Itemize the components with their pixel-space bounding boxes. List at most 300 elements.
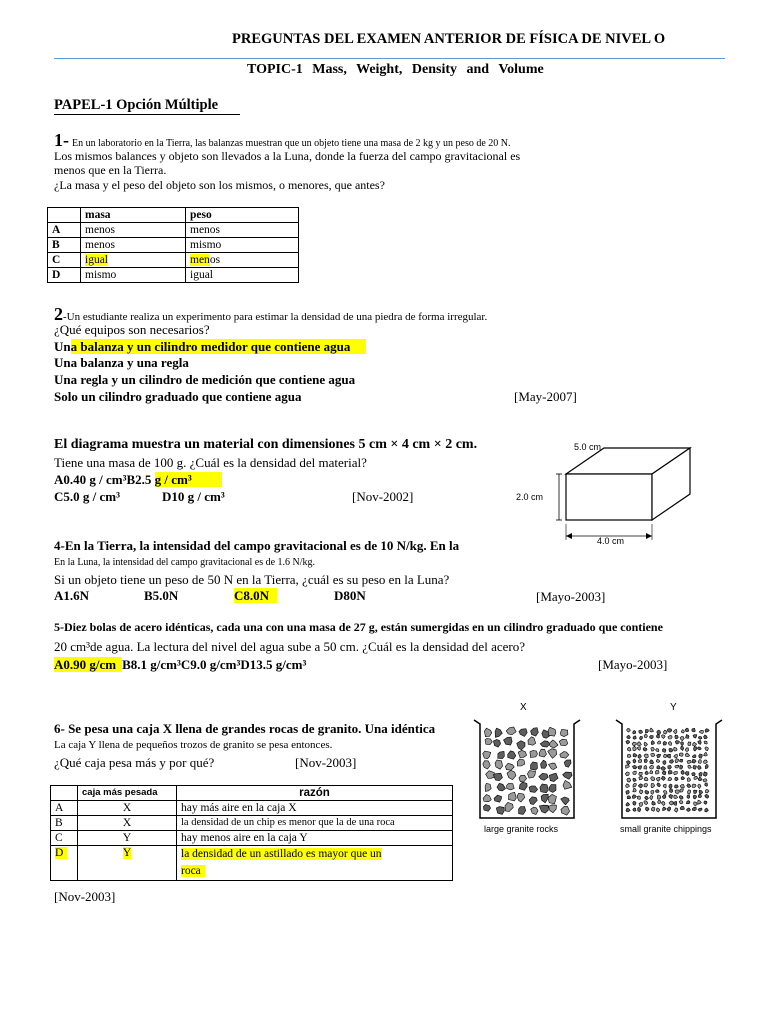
rock-shape	[645, 729, 648, 733]
q2-option-c: Una regla y un cilindro de medición que contiene agua	[54, 372, 356, 387]
rock-shape	[560, 752, 569, 759]
rock-shape	[559, 739, 568, 745]
rock-shape	[693, 790, 697, 793]
q6-date-2: [Nov-2003]	[54, 889, 116, 904]
rock-shape	[652, 801, 656, 805]
rock-shape	[693, 765, 697, 769]
rock-shape	[675, 765, 679, 768]
table-cell	[177, 846, 453, 881]
rock-shape	[561, 797, 570, 805]
table-cell: mismo	[186, 238, 299, 253]
rock-shape	[496, 807, 504, 815]
q2-option-a-pre: Un	[54, 339, 71, 354]
rock-shape	[626, 791, 630, 795]
rock-shape	[698, 766, 702, 770]
table-cell: A	[48, 223, 81, 238]
rock-shape	[655, 790, 659, 793]
q3-option-c: C5.0 g / cm³	[54, 489, 120, 504]
rock-shape	[680, 789, 684, 792]
rock-shape	[668, 741, 672, 745]
table-cell: X	[78, 816, 177, 831]
q2-date: [May-2007]	[514, 389, 577, 404]
rock-shape	[694, 747, 697, 751]
rock-shape	[633, 778, 636, 781]
rock-shape	[649, 735, 653, 738]
rock-shape	[698, 760, 701, 764]
rock-shape	[705, 789, 709, 793]
rock-shape	[688, 742, 691, 746]
rock-shape	[673, 802, 677, 806]
rock-shape	[670, 789, 673, 793]
rock-shape	[663, 761, 666, 765]
q3-line2: Tiene una masa de 100 g. ¿Cuál es la densidad del material?	[54, 455, 367, 470]
rock-shape	[627, 747, 631, 751]
rock-shape	[694, 776, 698, 779]
rock-shape	[650, 760, 654, 764]
rock-shape	[681, 742, 684, 746]
rock-shape	[663, 807, 667, 811]
table-header-peso: peso	[186, 208, 299, 223]
q2-option-a	[54, 339, 366, 355]
rock-shape	[519, 775, 527, 782]
table-cell: menos	[81, 223, 186, 238]
document-title: PREGUNTAS DEL EXAMEN ANTERIOR DE FÍSICA DE NIVEL O	[232, 31, 666, 47]
rock-shape	[651, 807, 655, 811]
rock-shape	[663, 754, 667, 757]
rectangular-block-diagram	[512, 438, 722, 550]
rock-shape	[662, 801, 666, 805]
rock-shape	[633, 753, 637, 757]
rock-shape	[644, 765, 647, 769]
dim-label-top: 5.0 cm	[574, 442, 602, 452]
q1-table	[47, 207, 299, 283]
rock-shape	[674, 795, 678, 799]
rock-shape	[688, 790, 691, 794]
q4-option-a: A1.6N	[54, 588, 90, 603]
rock-shape	[508, 751, 516, 759]
rock-shape	[685, 772, 689, 776]
table-cell	[51, 846, 78, 881]
q6-line3: ¿Qué caja pesa más y por qué?	[54, 755, 215, 770]
rock-shape	[517, 793, 525, 802]
rock-shape	[625, 772, 629, 776]
rock-shape	[663, 741, 667, 745]
rock-shape	[693, 742, 697, 746]
rock-shape	[644, 759, 647, 763]
table-row	[48, 223, 299, 238]
rock-shape	[698, 800, 702, 804]
rock-shape	[483, 805, 490, 812]
q2-option-b: Una balanza y una regla	[54, 355, 189, 370]
rock-shape	[681, 777, 685, 780]
rock-shape	[686, 735, 690, 739]
rock-shape	[493, 740, 500, 748]
rock-shape	[704, 753, 708, 756]
rock-shape	[498, 751, 505, 758]
q5-line1: 5-Diez bolas de acero idénticas, cada una con una masa de 27 g, están sumergidas en un cilindro graduado que contiene	[54, 620, 663, 634]
q6-line2: La caja Y llena de pequeños trozos de granito se pesa entonces.	[54, 739, 333, 751]
rock-shape	[638, 784, 642, 788]
table-cell: mismo	[81, 268, 186, 283]
rock-shape	[651, 747, 655, 751]
q5-options-rest: B8.1 g/cm³C9.0 g/cm³D13.5 g/cm³	[122, 657, 307, 672]
rock-shape	[698, 741, 702, 745]
table-cell-rest: os	[209, 254, 221, 266]
rock-shape	[529, 797, 537, 805]
rock-shape	[673, 730, 677, 734]
rock-shape	[539, 805, 548, 813]
table-header-row	[51, 786, 453, 801]
rock-shape	[688, 765, 692, 768]
rock-shape	[662, 749, 666, 753]
table-cell: Y	[78, 831, 177, 846]
rock-shape	[663, 790, 667, 794]
rock-shape	[530, 750, 538, 757]
rock-shape	[643, 748, 647, 752]
rock-shape	[644, 742, 648, 746]
q3-line1: El diagrama muestra un material con dimensiones 5 cm × 4 cm × 2 cm.	[54, 437, 478, 452]
rock-shape	[484, 728, 491, 737]
rock-shape	[674, 771, 678, 774]
table-cell: hay más aire en la caja X	[177, 801, 453, 816]
arrowhead	[646, 533, 652, 539]
rock-shape	[651, 784, 655, 788]
rock-shape	[507, 784, 515, 790]
rock-shape	[507, 770, 516, 779]
rock-shape	[675, 790, 679, 794]
rock-shape	[679, 796, 683, 800]
paper-underline	[54, 114, 240, 115]
rock-shape	[687, 760, 692, 763]
q1-line3: menos que en la Tierra.	[54, 163, 167, 177]
rock-shape	[657, 730, 661, 734]
answer-highlight: igual	[85, 254, 108, 266]
rock-shape	[517, 741, 525, 750]
rock-shape	[674, 747, 678, 751]
table-row	[51, 801, 453, 816]
rock-shape	[698, 794, 701, 798]
rock-shape	[639, 776, 643, 780]
rock-shape	[626, 765, 630, 768]
rock-shape	[705, 808, 709, 812]
rock-shape	[704, 801, 707, 805]
block-front-face	[566, 474, 652, 520]
rock-shape	[661, 767, 666, 771]
rock-shape	[698, 736, 702, 739]
rock-shape	[687, 784, 691, 788]
rock-shape	[483, 761, 491, 769]
rock-shape	[518, 750, 526, 757]
q1-number: 1-	[54, 130, 69, 150]
rock-shape	[686, 808, 690, 811]
rock-shape	[633, 808, 636, 811]
rock-shape	[644, 784, 648, 788]
rock-shape	[661, 776, 665, 780]
rock-shape	[650, 795, 653, 799]
q1-line4: ¿La masa y el peso del objeto son los mismos, o menores, que antes?	[54, 178, 385, 192]
rock-shape	[675, 741, 679, 745]
rock-shape	[705, 747, 709, 751]
rock-shape	[669, 784, 672, 789]
rock-shape	[548, 749, 557, 759]
rock-shape	[667, 728, 672, 732]
rock-shape	[669, 801, 673, 805]
rock-shape	[548, 794, 557, 803]
rock-shape	[681, 730, 684, 734]
rock-shape	[651, 753, 655, 756]
rock-shape	[539, 773, 548, 780]
rock-shape	[692, 807, 696, 811]
rock-shape	[705, 794, 709, 798]
rock-shape	[633, 801, 636, 805]
box-y-label: Y	[670, 702, 677, 713]
rock-shape	[656, 808, 660, 812]
answer-highlight: roca	[181, 865, 205, 877]
rock-shape	[680, 765, 683, 769]
rock-shape	[541, 760, 547, 768]
answer-highlight: g / cm³	[155, 472, 222, 487]
q3-date: [Nov-2002]	[352, 489, 414, 504]
rock-shape	[692, 784, 696, 787]
rock-shape	[686, 801, 689, 804]
q4-line2: En la Luna, la intensidad del campo gravitacional es de 1.6 N/kg.	[54, 557, 316, 568]
rock-shape	[541, 794, 548, 803]
rock-shape	[651, 777, 655, 781]
rock-shape	[657, 766, 660, 769]
rock-shape	[548, 727, 556, 736]
rock-shape	[517, 759, 525, 766]
table-cell	[186, 253, 299, 268]
q6-line1: 6- Se pesa una caja X llena de grandes rocas de granito. Una idéntica	[54, 721, 436, 736]
rock-shape	[669, 795, 673, 799]
rock-shape	[633, 771, 637, 775]
table-header-caja: caja más pesada	[78, 786, 177, 801]
rock-shape	[627, 778, 631, 782]
rock-shape	[549, 763, 557, 769]
table-header-masa: masa	[81, 208, 186, 223]
rock-shape	[485, 783, 491, 791]
rock-shape	[638, 766, 642, 770]
rock-shape	[531, 728, 539, 736]
rock-shape	[639, 730, 643, 733]
small-granite-chippings	[625, 728, 709, 812]
rock-shape	[687, 778, 691, 782]
rock-shape	[627, 761, 631, 765]
rock-shape	[692, 755, 696, 758]
rock-shape	[637, 796, 641, 799]
table-header-row	[48, 208, 299, 223]
rock-shape	[667, 807, 671, 811]
rock-shape	[685, 748, 688, 752]
q4-line1: 4-En la Tierra, la intensidad del campo gravitacional es de 10 N/kg. En la	[54, 538, 460, 553]
rock-shape	[563, 780, 572, 789]
table-row	[51, 816, 453, 831]
rock-shape	[662, 794, 666, 798]
rock-shape	[483, 751, 491, 759]
rock-shape	[539, 749, 546, 757]
rock-shape	[540, 784, 549, 793]
rock-shape	[655, 770, 659, 774]
rock-shape	[658, 800, 662, 804]
rock-shape	[704, 735, 708, 739]
rock-shape	[531, 807, 538, 814]
rock-shape	[680, 759, 683, 762]
table-cell	[51, 786, 78, 801]
rock-shape	[627, 728, 631, 732]
rock-shape	[645, 771, 648, 775]
topic-heading: TOPIC-1 Mass, Weight, Density and Volume	[247, 62, 544, 77]
table-row	[51, 846, 453, 881]
q5-options	[54, 657, 306, 673]
rock-shape	[627, 735, 631, 739]
rock-shape	[549, 740, 558, 748]
arrowhead	[566, 533, 572, 539]
rock-shape	[632, 795, 636, 799]
q5-line2: 20 cm³de agua. La lectura del nivel del agua sube a 50 cm. ¿Cuál es la densidad del acero?	[54, 639, 525, 654]
rock-shape	[698, 808, 702, 811]
q2-option-d: Solo un cilindro graduado que contiene agua	[54, 389, 302, 404]
rock-shape	[662, 771, 666, 775]
table-cell: A	[51, 801, 78, 816]
rock-shape	[687, 795, 690, 799]
paper-heading: PAPEL-1 Opción Múltiple	[54, 97, 219, 113]
rock-shape	[697, 747, 701, 750]
rock-shape	[633, 746, 637, 751]
rock-shape	[640, 736, 643, 739]
rock-shape	[495, 760, 503, 769]
q1-intro	[54, 130, 511, 151]
answer-highlight: C8.0N	[234, 588, 277, 603]
rock-shape	[656, 777, 660, 781]
rock-shape	[657, 754, 661, 758]
table-row	[51, 831, 453, 846]
rock-shape	[494, 795, 502, 802]
rock-shape	[704, 741, 707, 744]
rock-shape	[662, 735, 666, 739]
table-cell	[81, 253, 186, 268]
answer-highlight: men	[190, 254, 210, 266]
rock-shape	[698, 777, 702, 781]
rock-shape	[699, 790, 703, 794]
answer-highlight: D	[55, 847, 67, 859]
rock-shape	[685, 753, 689, 757]
table-row	[48, 268, 299, 283]
rock-shape	[564, 760, 571, 767]
rock-shape	[680, 785, 684, 789]
rock-shape	[681, 770, 685, 774]
rock-shape	[681, 746, 684, 750]
rock-shape	[560, 729, 568, 736]
rock-shape	[549, 805, 557, 813]
caption-small-chippings: small granite chippings	[620, 824, 712, 834]
rock-shape	[527, 771, 535, 779]
rock-shape	[505, 802, 513, 811]
rock-shape	[633, 765, 637, 769]
rock-shape	[692, 759, 696, 763]
q4-option-c	[234, 588, 277, 604]
rock-shape	[651, 790, 654, 794]
rock-shape	[692, 728, 696, 732]
rock-shape	[528, 737, 536, 746]
rock-shape	[519, 782, 527, 790]
rock-shape	[703, 772, 707, 777]
q1-line1: En un laboratorio en la Tierra, las balanzas muestran que un objeto tiene una masa de 2 kg y un peso de 20 N.	[72, 138, 511, 149]
q6-date: [Nov-2003]	[295, 755, 357, 770]
rock-shape	[627, 754, 631, 757]
rock-shape	[644, 801, 648, 805]
rock-shape	[656, 759, 660, 762]
rock-shape	[633, 783, 637, 787]
dim-label-bottom: 4.0 cm	[597, 536, 625, 546]
rock-shape	[495, 728, 502, 737]
rock-shape	[685, 728, 689, 732]
large-granite-rocks	[483, 727, 572, 815]
rock-shape	[668, 777, 672, 780]
rock-shape	[699, 754, 703, 758]
table-cell	[78, 846, 177, 881]
rock-shape	[703, 760, 707, 764]
rock-shape	[504, 737, 513, 745]
rock-shape	[626, 741, 630, 745]
answer-highlight: Y	[122, 847, 132, 859]
rock-shape	[675, 759, 679, 763]
rock-shape	[549, 785, 556, 793]
rock-shape	[637, 742, 641, 746]
rock-shape	[657, 741, 660, 744]
table-cell: D	[48, 268, 81, 283]
rock-shape	[644, 754, 648, 758]
rock-shape	[669, 748, 673, 752]
rock-shape	[626, 784, 630, 788]
table-cell: la densidad de un chip es menor que la de una roca	[177, 816, 453, 831]
rock-shape	[656, 735, 659, 739]
rock-shape	[561, 806, 570, 815]
table-cell: igual	[186, 268, 299, 283]
answer-highlight: la densidad de un astillado es mayor que un	[181, 848, 382, 860]
rock-shape	[692, 772, 696, 775]
rock-shape	[674, 754, 678, 758]
rock-shape	[638, 759, 642, 762]
rock-shape	[645, 790, 649, 794]
rock-shape	[506, 727, 516, 735]
rock-shape	[650, 770, 653, 774]
rock-shape	[505, 763, 514, 770]
rock-shape	[705, 783, 708, 786]
q4-option-b: B5.0N	[144, 588, 179, 603]
rock-shape	[626, 802, 630, 806]
rock-shape	[668, 771, 672, 775]
table-header-razon: razón	[177, 786, 453, 801]
rock-shape	[646, 807, 650, 811]
rock-shape	[633, 759, 636, 763]
q2-line1: -Un estudiante realiza un experimento para estimar la densidad de una piedra de forma irregular.	[63, 311, 488, 323]
rock-shape	[639, 803, 643, 807]
rock-shape	[649, 765, 653, 769]
table-cell: C	[48, 253, 81, 268]
rock-shape	[670, 760, 674, 764]
rock-shape	[531, 762, 538, 770]
rock-shape	[679, 753, 683, 757]
rock-shape	[483, 795, 491, 802]
rock-shape	[680, 806, 684, 810]
rock-shape	[529, 786, 538, 793]
answer-highlight: A0.90 g/cm	[54, 657, 122, 672]
rock-shape	[633, 788, 637, 792]
rock-shape	[656, 749, 659, 752]
rock-shape	[698, 784, 701, 788]
q4-option-d: D80N	[334, 588, 366, 603]
rock-shape	[485, 738, 492, 744]
